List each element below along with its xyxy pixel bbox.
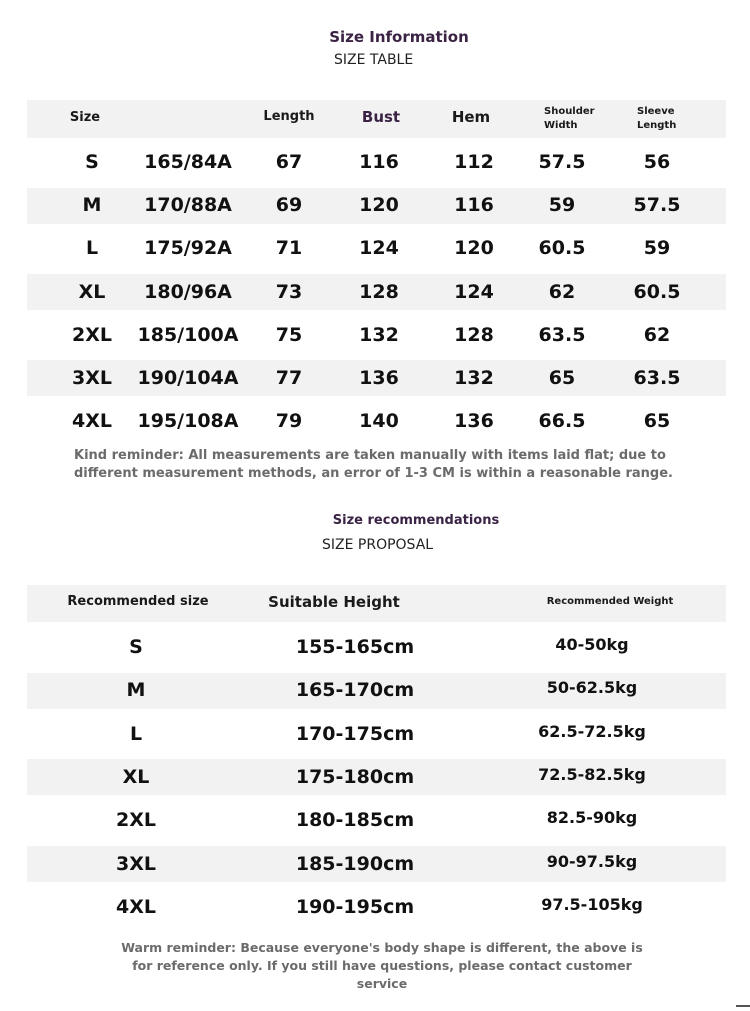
cell-size: 2XL — [116, 809, 156, 832]
cell-weight: 82.5-90kg — [546, 808, 638, 828]
cell-spec: 175/92A — [144, 237, 232, 260]
cell-sleeve: 63.5 — [633, 367, 681, 389]
cell-weight: 72.5-82.5kg — [538, 764, 646, 784]
cell-size: S — [85, 151, 99, 173]
col-header-suitable-height: Suitable Height — [268, 593, 400, 611]
cell-hem: 112 — [454, 151, 494, 173]
cell-hem: 132 — [454, 367, 494, 389]
col-header-recommended-weight: Recommended Weight — [546, 596, 674, 607]
kind-reminder: Kind reminder: All measurements are taken manually with items laid flat; due to different measurement methods, an error of 1-3 CM is within a reasonable range. — [74, 448, 673, 481]
cell-length: 69 — [275, 194, 303, 217]
size-table-title: Size Information — [329, 28, 469, 46]
recommendations-title: Size recommendations — [332, 513, 500, 528]
cell-spec: 195/108A — [137, 410, 239, 433]
cell-weight: 50-62.5kg — [546, 678, 638, 698]
cell-bust: 128 — [359, 280, 399, 303]
cell-size: L — [85, 237, 99, 260]
col-header-sleeve-line1: Sleeve — [637, 106, 675, 117]
cell-height: 175-180cm — [295, 765, 415, 788]
cell-size: XL — [122, 765, 150, 788]
size-table-subtitle: SIZE TABLE — [334, 52, 414, 68]
cell-height: 155-165cm — [295, 636, 415, 658]
cell-length: 73 — [275, 280, 303, 303]
cell-bust: 140 — [359, 410, 399, 433]
cell-sleeve: 56 — [643, 151, 671, 173]
cell-sleeve: 57.5 — [633, 194, 681, 217]
cell-height: 185-190cm — [295, 852, 415, 875]
col-header-sleeve-line2: Length — [637, 120, 677, 131]
cell-hem: 116 — [454, 194, 494, 217]
cell-shoulder: 59 — [548, 194, 576, 217]
col-header-shoulder-line2: Width — [544, 120, 578, 131]
cell-bust: 116 — [359, 151, 399, 173]
cell-spec: 165/84A — [144, 151, 232, 173]
cell-sleeve: 60.5 — [633, 280, 681, 303]
cell-size: L — [129, 722, 143, 745]
corner-mark — [736, 1005, 750, 1007]
cell-length: 75 — [275, 323, 303, 346]
cell-size: S — [129, 636, 143, 658]
col-header-bust: Bust — [361, 108, 401, 126]
cell-height: 190-195cm — [295, 895, 415, 918]
cell-spec: 185/100A — [137, 323, 239, 346]
cell-size: 2XL — [72, 323, 112, 346]
cell-sleeve: 62 — [643, 323, 671, 346]
cell-size: 4XL — [116, 895, 156, 918]
col-header-recommended-size: Recommended size — [67, 594, 209, 609]
cell-bust: 136 — [359, 367, 399, 389]
cell-weight: 97.5-105kg — [541, 894, 643, 914]
cell-length: 71 — [275, 237, 303, 260]
cell-weight: 40-50kg — [555, 635, 629, 654]
col-header-length: Length — [263, 109, 315, 124]
cell-sleeve: 65 — [643, 410, 671, 433]
cell-size: M — [126, 679, 146, 702]
cell-shoulder: 60.5 — [538, 237, 586, 260]
cell-bust: 120 — [359, 194, 399, 217]
cell-hem: 124 — [454, 280, 494, 303]
cell-size: M — [82, 194, 102, 217]
cell-size: 4XL — [72, 410, 112, 433]
cell-weight: 90-97.5kg — [546, 851, 638, 871]
cell-shoulder: 65 — [548, 367, 576, 389]
cell-shoulder: 63.5 — [538, 323, 586, 346]
cell-size: 3XL — [116, 852, 156, 875]
warm-reminder: Warm reminder: Because everyone's body shape is different, the above is for reference only. If you still have questions, please contact customer service — [121, 940, 643, 991]
cell-hem: 136 — [454, 410, 494, 433]
cell-shoulder: 66.5 — [538, 410, 586, 433]
col-header-shoulder — [544, 105, 595, 133]
cell-size: 3XL — [72, 367, 112, 389]
cell-length: 67 — [275, 151, 303, 173]
cell-bust: 124 — [359, 237, 399, 260]
col-header-shoulder-line1: Shoulder — [544, 106, 595, 117]
cell-height: 180-185cm — [295, 809, 415, 832]
cell-height: 170-175cm — [295, 722, 415, 745]
cell-shoulder: 62 — [548, 280, 576, 303]
cell-hem: 120 — [454, 237, 494, 260]
recommendations-subtitle: SIZE PROPOSAL — [322, 537, 434, 553]
cell-length: 79 — [275, 410, 303, 433]
cell-spec: 190/104A — [137, 367, 239, 389]
cell-hem: 128 — [454, 323, 494, 346]
cell-size: XL — [78, 280, 106, 303]
cell-spec: 170/88A — [144, 194, 232, 217]
cell-spec: 180/96A — [144, 280, 232, 303]
cell-sleeve: 59 — [643, 237, 671, 260]
cell-weight: 62.5-72.5kg — [538, 721, 646, 741]
cell-length: 77 — [275, 367, 303, 389]
cell-shoulder: 57.5 — [538, 151, 586, 173]
col-header-size: Size — [69, 110, 101, 125]
col-header-sleeve — [637, 105, 676, 133]
cell-height: 165-170cm — [295, 679, 415, 702]
cell-bust: 132 — [359, 323, 399, 346]
col-header-hem: Hem — [451, 108, 491, 126]
